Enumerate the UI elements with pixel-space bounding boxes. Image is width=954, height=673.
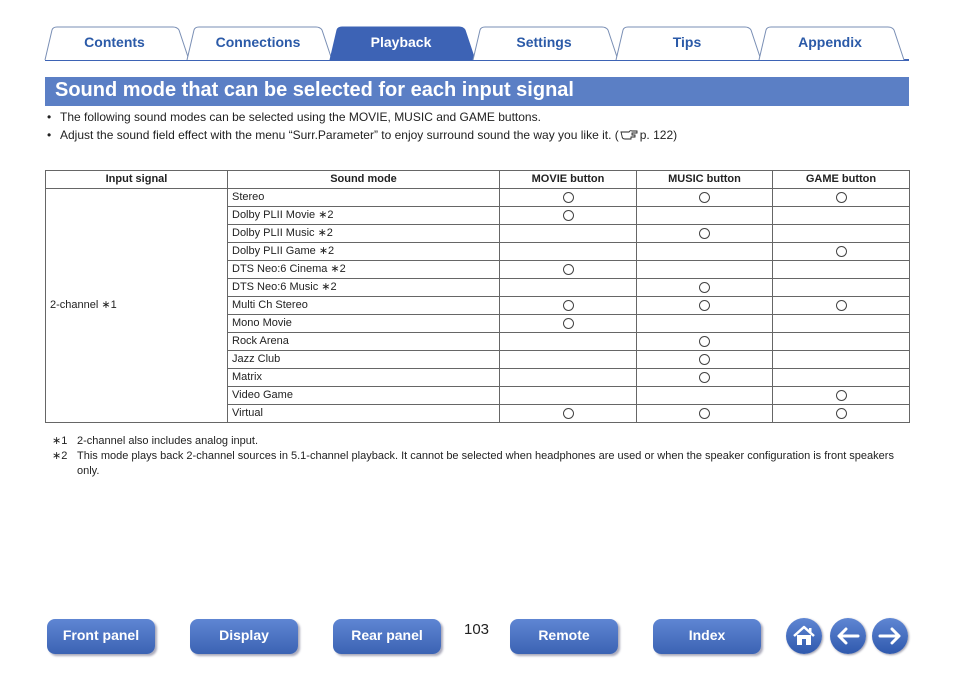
remote-button[interactable]: Remote [510,619,618,654]
footnote-text: This mode plays back 2-channel sources in 5.1-channel playback. It cannot be selected when headphones are used or when the speaker configuration is front speakers only. [77,450,894,477]
arrow-right-icon [872,618,908,654]
music-availability-cell [637,387,773,405]
movie-availability-cell [500,225,637,243]
available-circle-icon [563,264,574,275]
bullet-dot: • [47,128,52,142]
footnote-1 [52,434,903,449]
available-circle-icon [836,192,847,203]
bullet-dot: • [47,110,52,124]
available-circle-icon [699,372,710,383]
sound-mode-cell: Video Game [228,387,500,405]
available-circle-icon [836,390,847,401]
header-game-button: GAME button [773,171,910,189]
game-availability-cell [773,315,910,333]
available-circle-icon [699,192,710,203]
available-circle-icon [563,192,574,203]
back-button[interactable] [830,618,866,654]
music-availability-cell [637,261,773,279]
movie-availability-cell [500,351,637,369]
tab-contents[interactable]: Contents [84,34,145,50]
available-circle-icon [836,300,847,311]
sound-mode-cell: DTS Neo:6 Cinema ∗2 [228,261,500,279]
bullet-item [47,110,541,124]
sound-mode-cell: Stereo [228,189,500,207]
sound-mode-cell: Dolby PLII Music ∗2 [228,225,500,243]
available-circle-icon [699,336,710,347]
tab-bar-shapes [0,0,954,64]
available-circle-icon [563,408,574,419]
music-availability-cell [637,297,773,315]
display-button[interactable]: Display [190,619,298,654]
sound-mode-cell: Rock Arena [228,333,500,351]
header-sound-mode: Sound mode [228,171,500,189]
movie-availability-cell [500,189,637,207]
footnote-2 [52,449,903,479]
music-availability-cell [637,369,773,387]
rear-panel-button[interactable]: Rear panel [333,619,441,654]
page-title: Sound mode that can be selected for each input signal [55,79,574,101]
game-availability-cell [773,261,910,279]
sound-mode-cell: Jazz Club [228,351,500,369]
game-availability-cell [773,405,910,423]
available-circle-icon [836,246,847,257]
movie-availability-cell [500,405,637,423]
movie-availability-cell [500,207,637,225]
game-availability-cell [773,351,910,369]
home-icon [786,618,822,654]
movie-availability-cell [500,297,637,315]
pointing-hand-icon [620,129,638,140]
game-availability-cell [773,279,910,297]
index-button[interactable]: Index [653,619,761,654]
movie-availability-cell [500,387,637,405]
available-circle-icon [836,408,847,419]
tab-tips[interactable]: Tips [672,34,702,50]
sound-mode-cell: Mono Movie [228,315,500,333]
music-availability-cell [637,243,773,261]
home-button[interactable] [786,618,822,654]
game-availability-cell [773,333,910,351]
title-bar [45,77,909,106]
music-availability-cell [637,405,773,423]
available-circle-icon [563,300,574,311]
tab-playback[interactable]: Playback [370,34,432,50]
music-availability-cell [637,315,773,333]
music-availability-cell [637,279,773,297]
table-body [46,189,910,423]
game-availability-cell [773,369,910,387]
available-circle-icon [699,228,710,239]
available-circle-icon [699,300,710,311]
music-availability-cell [637,225,773,243]
input-signal-cell: 2-channel ∗1 [46,189,228,423]
music-availability-cell [637,333,773,351]
game-availability-cell [773,189,910,207]
bullet-text: The following sound modes can be selected using the MOVIE, MUSIC and GAME buttons. [60,110,541,124]
movie-availability-cell [500,369,637,387]
bullet-item [47,128,677,142]
movie-availability-cell [500,333,637,351]
sound-mode-cell: Dolby PLII Game ∗2 [228,243,500,261]
page-number: 103 [464,621,490,638]
game-availability-cell [773,225,910,243]
table-row [46,189,910,207]
movie-availability-cell [500,243,637,261]
table-header-row [46,171,910,189]
sound-mode-cell: DTS Neo:6 Music ∗2 [228,279,500,297]
music-availability-cell [637,207,773,225]
game-availability-cell [773,387,910,405]
sound-mode-cell: Multi Ch Stereo [228,297,500,315]
header-music-button: MUSIC button [637,171,773,189]
footnote-mark: ∗2 [52,450,68,462]
footnote-text: 2-channel also includes analog input. [77,435,259,447]
available-circle-icon [699,354,710,365]
sound-mode-table [45,170,910,423]
tab-connections[interactable]: Connections [215,34,301,50]
page-reference-link[interactable]: p. 122) [639,128,678,142]
forward-button[interactable] [872,618,908,654]
movie-availability-cell [500,279,637,297]
header-input-signal: Input signal [46,171,228,189]
music-availability-cell [637,351,773,369]
available-circle-icon [563,318,574,329]
game-availability-cell [773,297,910,315]
game-availability-cell [773,243,910,261]
footnote-mark: ∗1 [52,435,68,447]
front-panel-button[interactable]: Front panel [47,619,155,654]
sound-mode-cell: Dolby PLII Movie ∗2 [228,207,500,225]
tab-bar [0,0,954,64]
header-movie-button: MOVIE button [500,171,637,189]
game-availability-cell [773,207,910,225]
music-availability-cell [637,189,773,207]
available-circle-icon [563,210,574,221]
available-circle-icon [699,408,710,419]
movie-availability-cell [500,315,637,333]
sound-mode-cell: Virtual [228,405,500,423]
sound-mode-cell: Matrix [228,369,500,387]
tab-settings[interactable]: Settings [516,34,572,50]
arrow-left-icon [830,618,866,654]
bullet-text: Adjust the sound field effect with the menu “Surr.Parameter” to enjoy surround sound the way you like it. ( [60,128,619,142]
available-circle-icon [699,282,710,293]
movie-availability-cell [500,261,637,279]
tab-appendix[interactable]: Appendix [798,34,862,50]
